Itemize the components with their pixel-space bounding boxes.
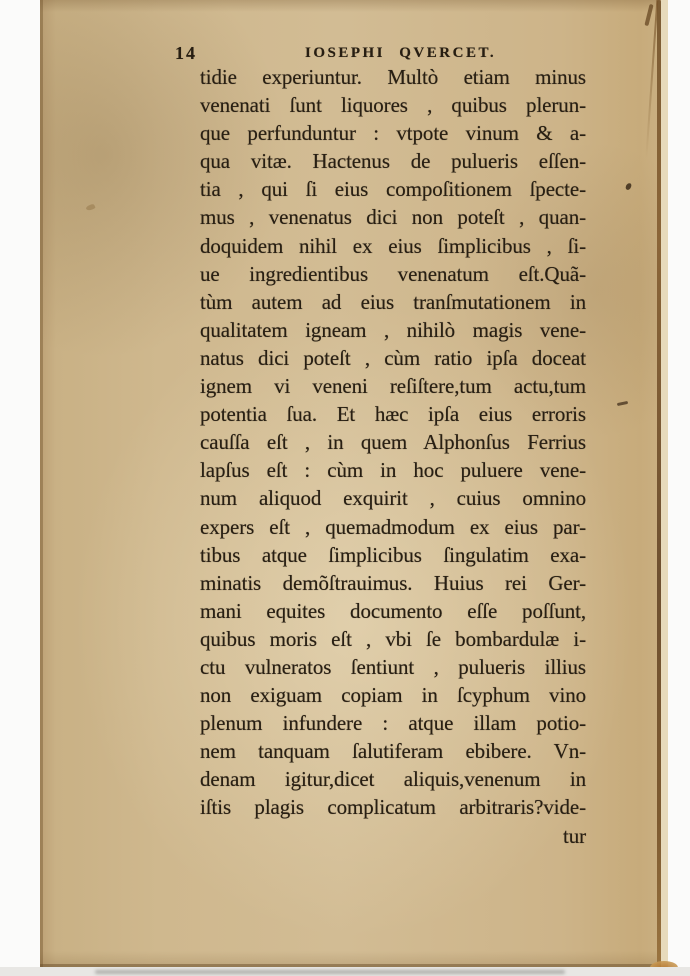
text-line: nem tanquam ſalutiferam ebibere. Vn-	[200, 739, 586, 764]
running-title: IOSEPHI QVERCET.	[305, 45, 497, 61]
text-line: tùm autem ad eius tranſmutationem in	[200, 289, 586, 314]
text-line: plenum infundere : atque illam potio-	[200, 711, 586, 736]
page-right-edge-strip	[661, 0, 668, 967]
scan-shadow-smudge	[95, 970, 565, 974]
text-line: que perfunduntur : vtpote vinum & a-	[200, 121, 586, 146]
text-line: mani equites documento eſſe poſſunt,	[200, 598, 586, 623]
text-line: tibus atque ſimplicibus ſingulatim exa-	[200, 542, 586, 567]
text-line: qua vitæ. Hactenus de pulueris eſſen-	[200, 149, 586, 174]
page-number: 14	[175, 43, 197, 63]
ink-speck	[625, 182, 632, 190]
book-page-scan	[40, 0, 668, 967]
scan-background-strip	[0, 967, 690, 976]
text-line: venenati ſunt liquores , quibus plerun-	[200, 93, 586, 118]
text-line: doquidem nihil ex eius ſimplicibus , ſi-	[200, 233, 586, 258]
text-line: mus , venenatus dici non poteſt , quan-	[200, 205, 586, 230]
text-line: tidie experiuntur. Multò etiam minus	[200, 65, 586, 89]
paper-stain	[85, 203, 95, 211]
text-line: quibus moris eſt , vbi ſe bombardulæ i-	[200, 626, 586, 651]
text-line: natus dici poteſt , cùm ratio ipſa doceat	[200, 345, 586, 370]
text-line: ue ingredientibus venenatum eſt.Quã-	[200, 261, 586, 286]
ink-speck	[617, 401, 628, 406]
text-line: denam igitur,dicet aliquis,venenum in	[200, 767, 586, 792]
text-line: non exiguam copiam in ſcyphum vino	[200, 683, 586, 708]
text-line: num aliquod exquirit , cuius omnino	[200, 486, 586, 511]
text-line: ignem vi veneni reſiſtere,tum actu,tum	[200, 374, 586, 399]
text-line: cauſſa eſt , in quem Alphonſus Ferrius	[200, 430, 586, 455]
text-line: iſtis plagis complicatum arbitraris?vide-	[200, 795, 586, 820]
page-left-edge	[40, 0, 43, 967]
text-line: expers eſt , quemadmodum ex eius par-	[200, 514, 586, 539]
text-line: lapſus eſt : cùm in hoc puluere vene-	[200, 458, 586, 483]
text-block	[200, 63, 586, 850]
text-line: qualitatem igneam , nihilò magis vene-	[200, 317, 586, 342]
text-line: ctu vulneratos ſentiunt , pulueris illius	[200, 654, 586, 679]
text-line: potentia ſua. Et hæc ipſa eius erroris	[200, 402, 586, 427]
paper-crease-mark	[644, 4, 653, 26]
text-line: tia , qui ſi eius compoſitionem ſpecte-	[200, 177, 586, 202]
text-line: minatis demõſtrauimus. Huius rei Ger-	[200, 570, 586, 595]
catchword: tur	[562, 823, 586, 848]
